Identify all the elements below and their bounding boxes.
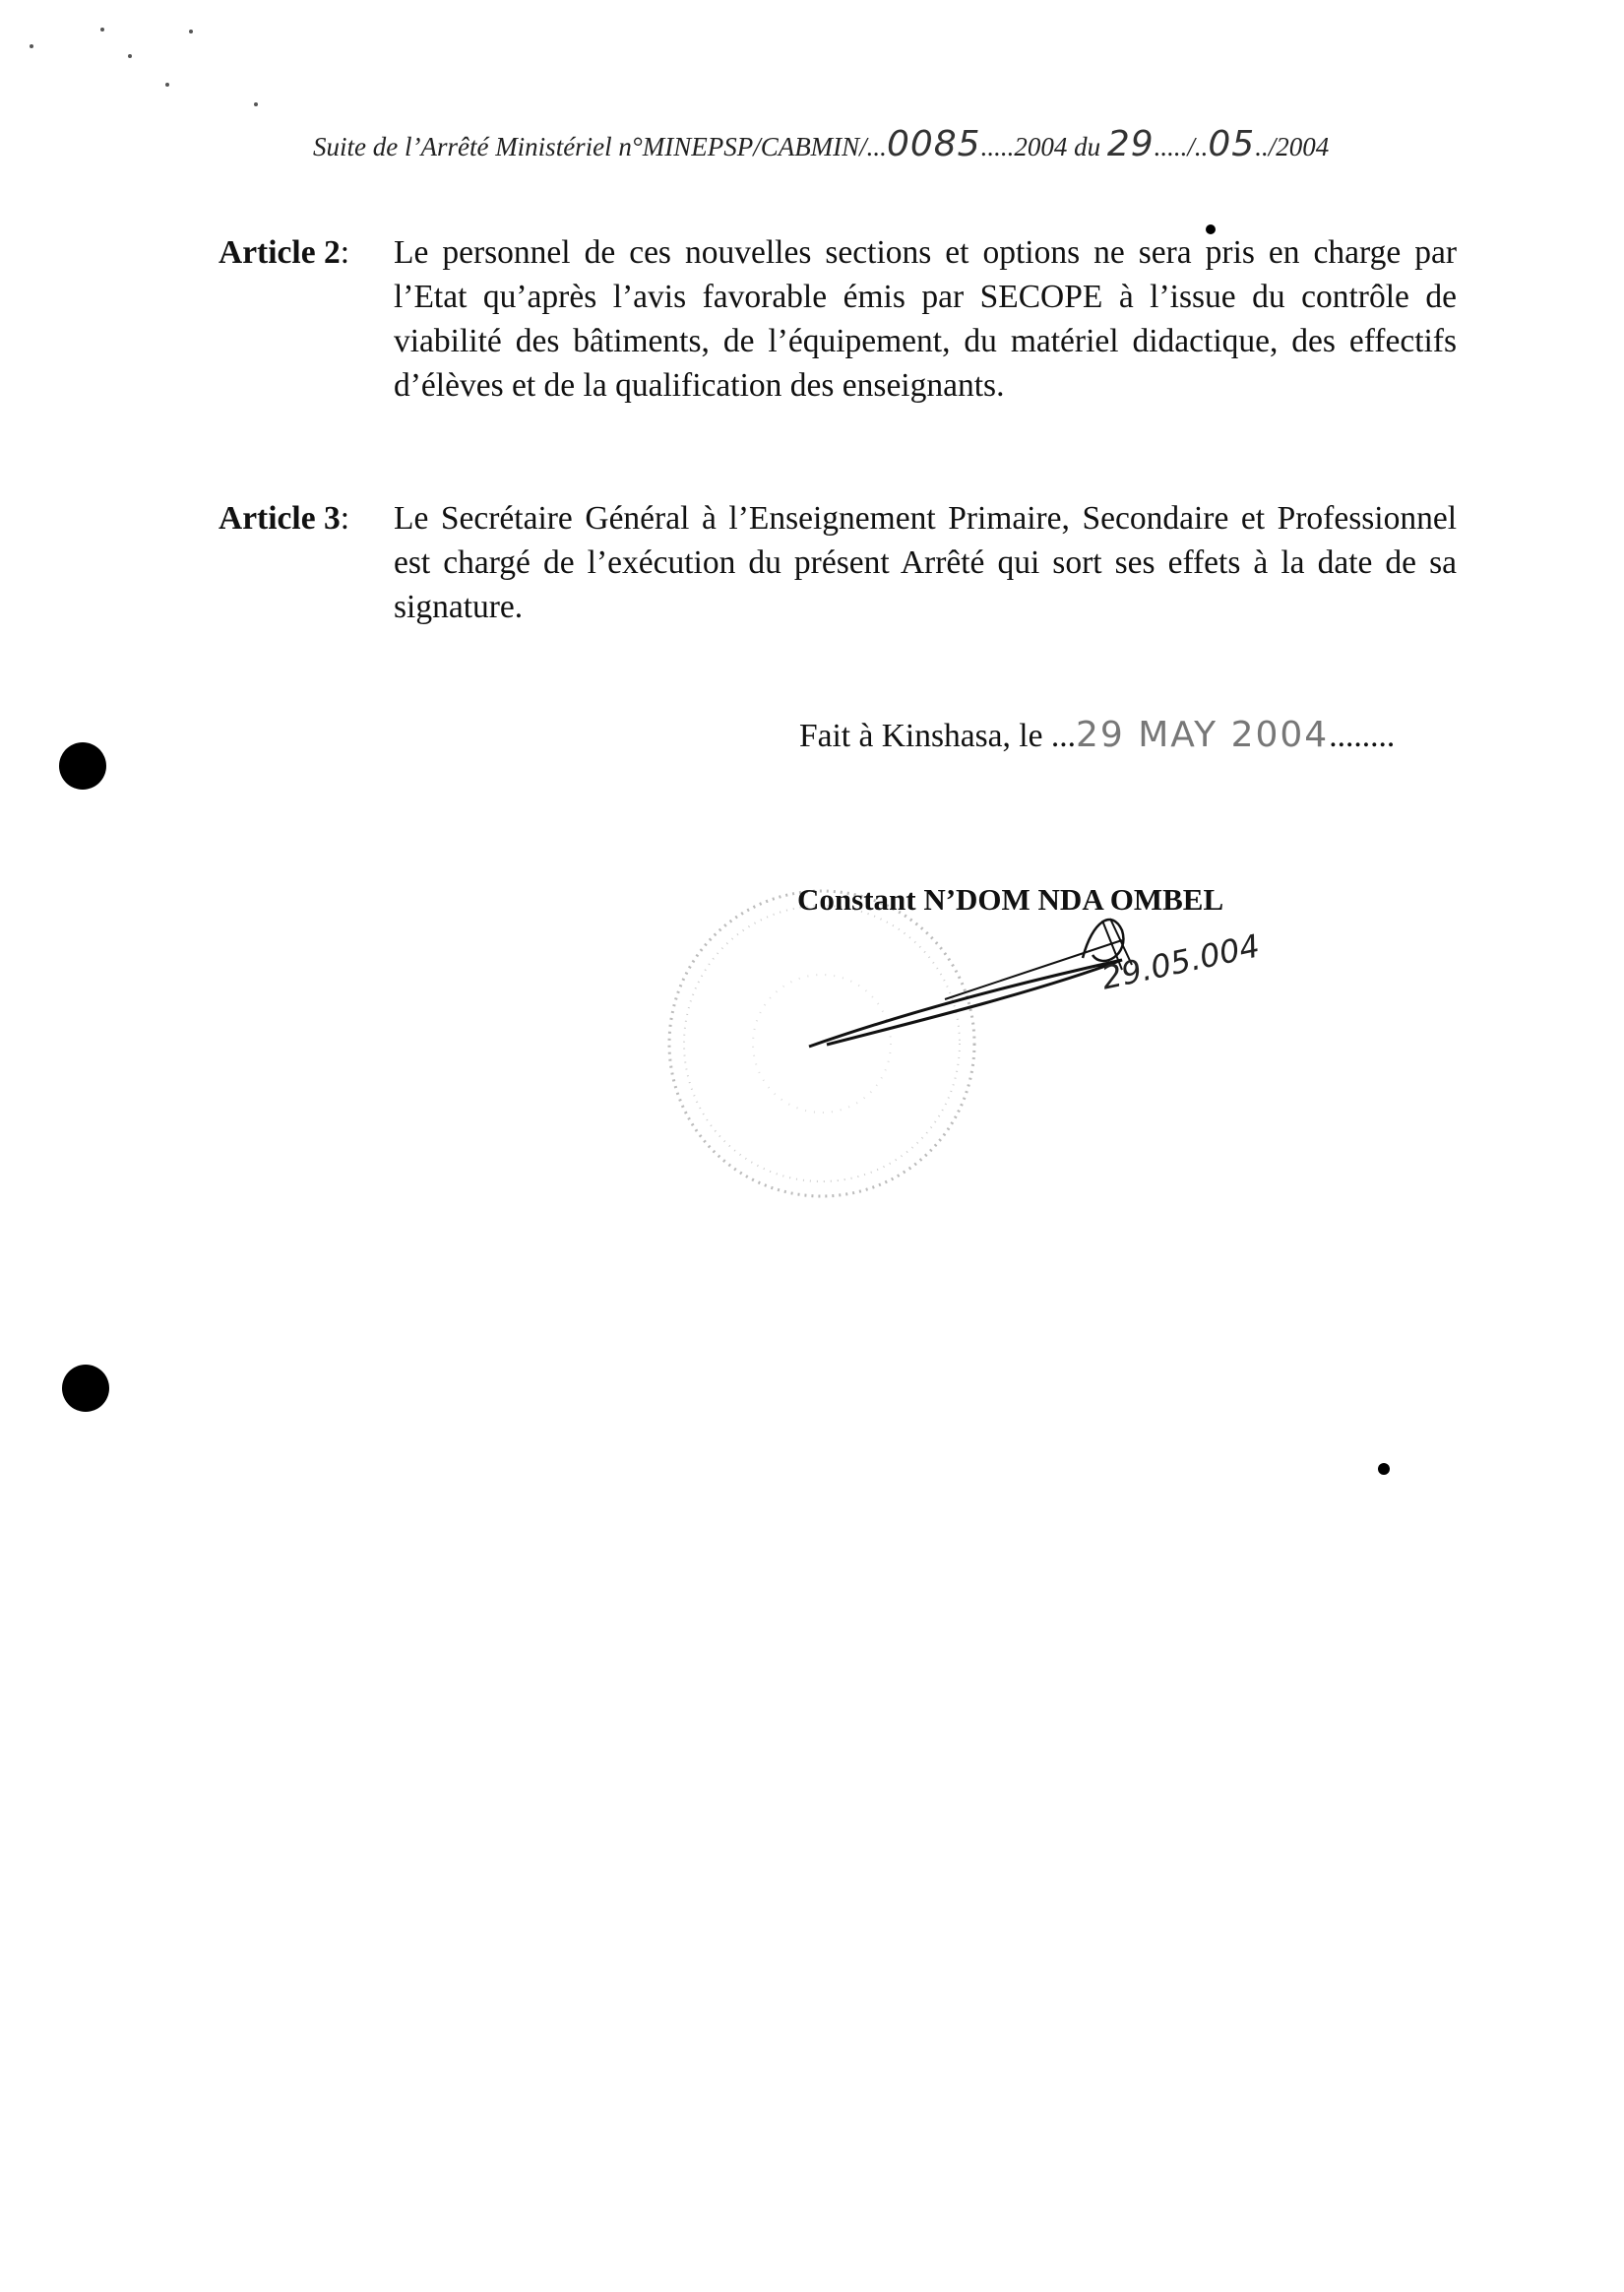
scan-speck xyxy=(165,83,169,87)
decree-reference-dots: ...../.. xyxy=(1154,132,1209,161)
place-prefix: Fait à Kinshasa, le ... xyxy=(799,718,1076,754)
ink-dot xyxy=(1378,1463,1390,1475)
decree-reference xyxy=(313,124,1484,164)
scan-speck xyxy=(128,54,132,58)
punch-hole xyxy=(59,742,106,790)
date-stamp: 29 MAY 2004 xyxy=(1075,715,1330,755)
decree-number: 0085 xyxy=(886,124,981,164)
article-label: Article 2 xyxy=(219,234,341,271)
signatory-name: Constant N’DOM NDA OMBEL xyxy=(797,882,1224,917)
article-3: Article 3: Le Secrétaire Général à l’Enseignement Primaire, Secondaire et Professionnel est chargé de l’exécution du présent Arrêté qui sort ses effets à la date de sa signature. xyxy=(219,496,1457,629)
scan-speck xyxy=(254,102,258,106)
article-text: Le Secrétaire Général à l’Enseignement Primaire, Secondaire et Professionnel est chargé de l’exécution du présent Arrêté qui sort ses effets à la date de sa signature. xyxy=(394,500,1457,625)
decree-month: 05 xyxy=(1208,124,1256,164)
article-label: Article 3 xyxy=(219,500,341,537)
handwritten-signature xyxy=(797,901,1309,1058)
scan-speck xyxy=(100,28,104,32)
decree-reference-suffix: ../2004 xyxy=(1255,132,1330,161)
punch-hole xyxy=(62,1365,109,1412)
ink-dot xyxy=(1206,224,1216,234)
scan-speck xyxy=(30,44,33,48)
scan-speck xyxy=(189,30,193,33)
place-suffix: ........ xyxy=(1329,718,1396,754)
place-and-date xyxy=(799,715,1459,755)
decree-reference-middle: .....2004 du xyxy=(980,132,1107,161)
decree-day: 29 xyxy=(1106,124,1155,164)
article-2: Article 2: Le personnel de ces nouvelles sections et options ne sera pris en charge par l’Etat qu’après l’avis favorable émis par SECOPE à l’issue du contrôle de viabilité des bâtiments, de l’équipement, du matériel didactique, des effectifs d’élèves et de la qualification des enseignants. xyxy=(219,230,1457,408)
article-text: Le personnel de ces nouvelles sections et options ne sera pris en charge par l’Etat qu’après l’avis favorable émis par SECOPE à l’issue du contrôle de viabilité des bâtiments, de l’équipement, du matériel didactique, des effectifs d’élèves et de la qualification des enseignants. xyxy=(394,234,1457,404)
decree-reference-prefix: Suite de l’Arrêté Ministériel n°MINEPSP/CABMIN/... xyxy=(313,132,887,161)
signature-handwritten-date: 29.05.004 xyxy=(1097,926,1264,997)
